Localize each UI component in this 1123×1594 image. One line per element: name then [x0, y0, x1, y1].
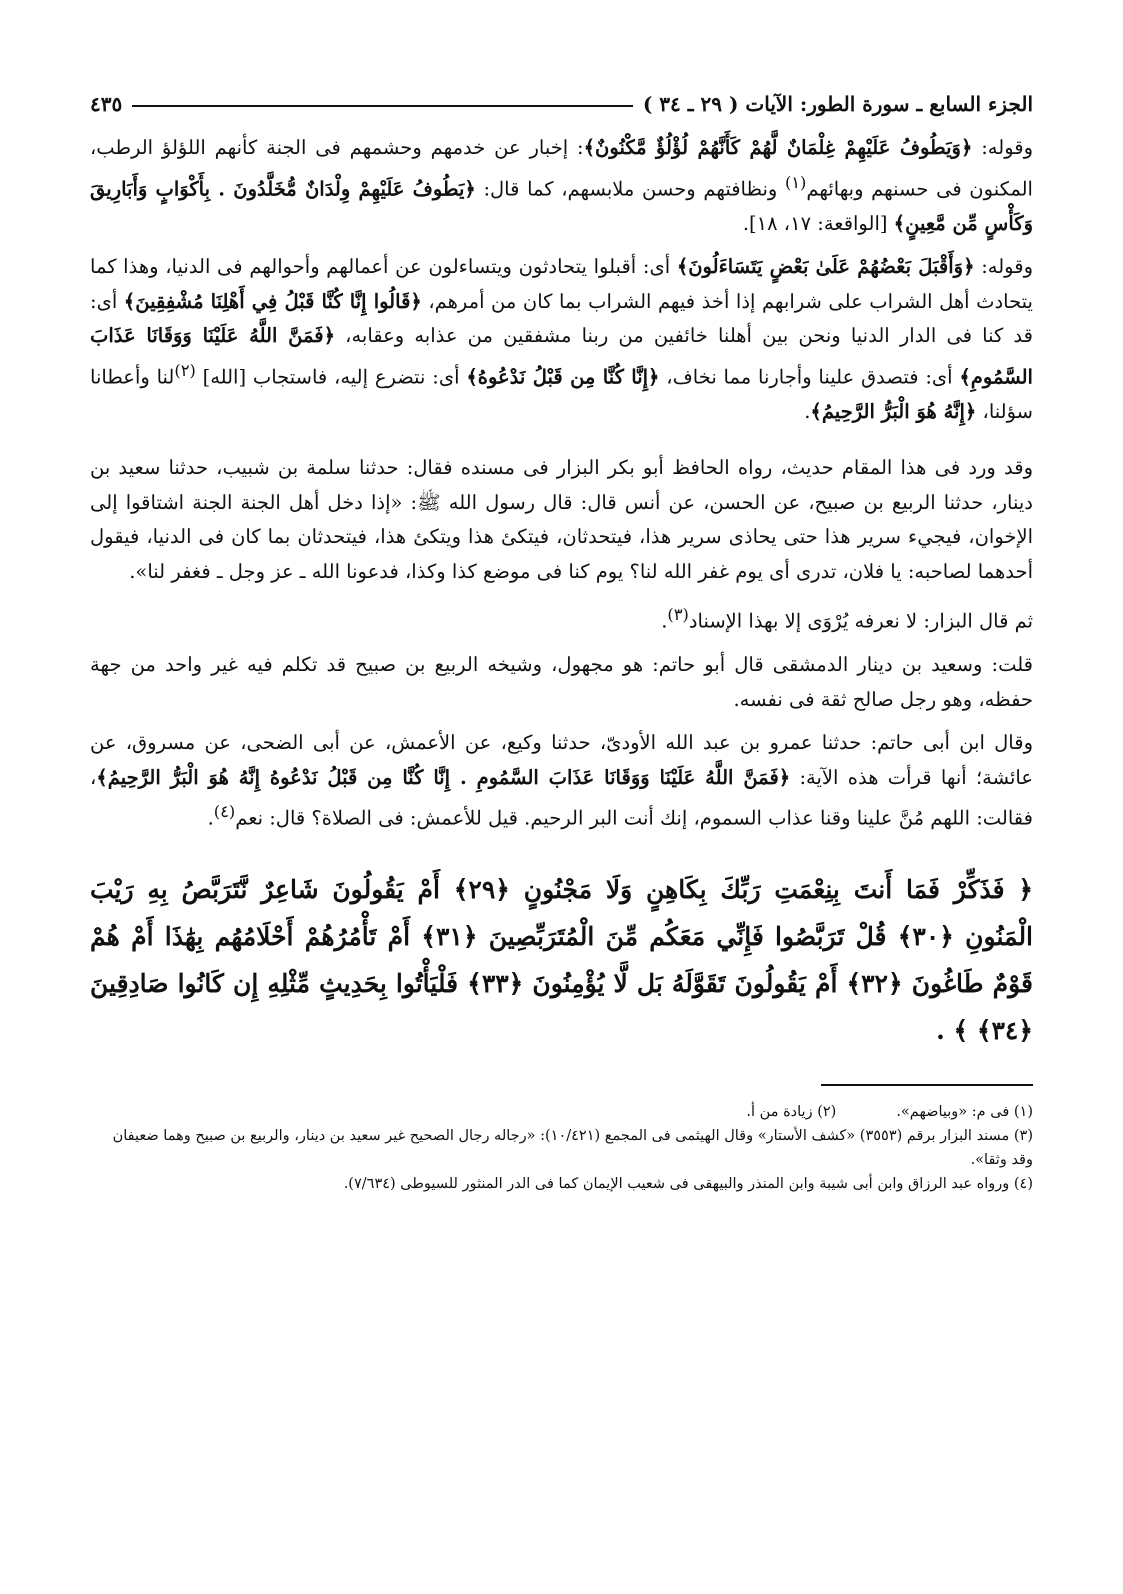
- paragraph-2: [90, 250, 1033, 429]
- text-run: أى: فتصدق علينا وأجارنا مما نخاف،: [659, 365, 960, 388]
- quran-verses-block: ﴿ فَذَكِّرْ فَمَا أَنتَ بِنِعْمَتِ رَبِّكَ بِكَاهِنٍ وَلَا مَجْنُونٍ ﴿٢٩﴾ أَمْ يَقُولُونَ شَاعِرٌ نَّتَرَبَّصُ بِهِ رَيْبَ الْمَنُونِ ﴿٣٠﴾ قُلْ تَرَبَّصُوا فَإِنِّي مَعَكُم مِّنَ الْمُتَرَبِّصِينَ ﴿٣١﴾ أَمْ تَأْمُرُهُمْ أَحْلَامُهُم بِهَٰذَا أَمْ هُمْ قَوْمٌ طَاغُونَ ﴿٣٢﴾ أَمْ يَقُولُونَ تَقَوَّلَهُ بَل لَّا يُؤْمِنُونَ ﴿٣٣﴾ فَلْيَأْتُوا بِحَدِيثٍ مِّثْلِهِ إِن كَانُوا صَادِقِينَ ﴿٣٤﴾ ﴾ .: [90, 875, 1034, 1045]
- footnote-4: (٤) ورواه عبد الرزاق وابن أبى شيبة وابن المنذر والبيهقى فى شعيب الإيمان كما فى الدر المنثور للسيوطى (٧/٦٣٤).: [343, 1176, 1033, 1192]
- footnote-ref: (٤): [213, 802, 236, 821]
- quran-quote: ﴿إِنَّهُ هُوَ الْبَرُّ الرَّحِيمُ﴾: [810, 399, 977, 423]
- quran-quote: ﴿قَالُوا إِنَّا كُنَّا قَبْلُ فِي أَهْلِنَا مُشْفِقِينَ﴾: [123, 289, 422, 313]
- text-run: ، فقالت: اللهم مُنَّ علينا وقنا عذاب السموم، إنك أنت البر الرحيم. قيل للأعمش: فى الصلاة؟ قال: نعم: [90, 765, 1033, 830]
- paragraph-1: [90, 131, 1033, 241]
- footnote-ref: (٣): [667, 605, 689, 624]
- quran-quote: ﴿إِنَّا كُنَّا مِن قَبْلُ نَدْعُوهُ﴾: [466, 365, 660, 388]
- text-run: وقوله:: [972, 136, 1034, 159]
- footnote-2: (٢) زيادة من أ.: [746, 1104, 837, 1120]
- header-rule: [132, 105, 633, 107]
- paragraph-3: وقد ورد فى هذا المقام حديث، رواه الحافظ أبو بكر البزار فى مسنده فقال: حدثنا سلمة بن شبيب، حدثنا سعيد بن دينار، حدثنا الربيع بن صبيح، عن الحسن، عن أنس قال: قال رسول الله ﷺ: «إذا دخل أهل الجنة الجنة اشتاقوا إلى الإخوان، فيجيء سرير هذا حتى يحاذى سرير هذا، فيتحدثان، فيتكئ هذا ويتكئ هذا، فيتحدثان بما كان فى الدنيا، فيقول أحدهما لصاحبه: يا فلان، تدرى أى يوم غفر الله لنا؟ يوم كنا فى موضع كذا وكذا، فدعونا الله ـ عز وجل ـ فغفر لنا».: [90, 456, 1033, 583]
- footnote-1: (١) فى م: «وبياضهم».: [896, 1104, 1033, 1120]
- paragraph-6: [90, 726, 1033, 836]
- quran-quote: ﴿يَطُوفُ عَلَيْهِمْ وِلْدَانٌ مُّخَلَّدُونَ . بِأَكْوَابٍ وَأَبَارِيقَ وَكَأْسٍ مِّن مَّعِينٍ﴾: [90, 177, 1033, 235]
- text-run: : إخبار عن خدمهم وحشمهم فى الجنة كأنهم اللؤلؤ الرطب، المكنون فى حسنهم وبهائهم: [90, 136, 1033, 200]
- text-run: .: [804, 399, 811, 423]
- footnote-line-1: [90, 1100, 1033, 1124]
- footnote-3: (٣) مسند البزار برقم (٣٥٥٣) «كشف الأستار» وقال الهيثمى فى المجمع (١٠/٤٢١): «رجاله رجال الصحيح غير سعيد بن دينار، والربيع بن صبيح وهما ضعيفان وقد وثقا».: [112, 1128, 1033, 1168]
- page: [90, 86, 1033, 1196]
- text-run: وقال ابن أبى حاتم: حدثنا عمرو بن عبد الله الأودىّ، حدثنا وكيع، عن الأعمش، عن أبى الضحى، عن مسروق، عن عائشة؛ أنها قرأت هذه الآية:: [90, 731, 1033, 789]
- text-run: ثم قال البزار: لا نعرفه يُرْوَى إلا بهذا الإسناد: [688, 609, 1033, 633]
- paragraph-4: [90, 598, 1033, 639]
- text-run: أى: قد كنا فى الدار الدنيا ونحن بين أهلنا خائفين من ربنا مشفقين من عذابه وعقابه،: [90, 289, 1033, 347]
- text-run: أى: نتضرع إليه، فاستجاب [الله]: [195, 365, 467, 388]
- text-run: وقوله:: [974, 255, 1033, 278]
- header-title: الجزء السابع ـ سورة الطور: الآيات ( ٢٩ ـ ٣٤ ): [642, 92, 1033, 116]
- text-run: .: [661, 609, 668, 633]
- text-run: لنا وأعطانا سؤلنا،: [90, 365, 1033, 423]
- footnote-ref: (٢): [174, 360, 196, 380]
- paragraph-5: قلت: وسعيد بن دينار الدمشقى قال أبو حاتم: هو مجهول، وشيخه الربيع بن صبيح قد تكلم فيه غير واحد من جهة حفظه، وهو رجل صالح ثقة فى نفسه.: [90, 653, 1033, 711]
- quran-quote: ﴿وَيَطُوفُ عَلَيْهِمْ غِلْمَانٌ لَّهُمْ كَأَنَّهُمْ لُؤْلُؤٌ مَّكْنُونٌ﴾: [583, 136, 973, 159]
- running-header: [90, 86, 1033, 122]
- footnote-ref: (١): [784, 172, 807, 192]
- footnotes: [90, 1100, 1033, 1196]
- quran-quote: ﴿فَمَنَّ اللَّهُ عَلَيْنَا وَوَقَانَا عَذَابَ السَّمُومِ﴾: [90, 324, 1033, 388]
- footnote-rule: [821, 1084, 1033, 1086]
- text-run: [الواقعة: ١٧، ١٨].: [742, 211, 894, 235]
- page-number: ٤٣٥: [90, 92, 123, 116]
- quran-quote: ﴿فَمَنَّ اللَّهُ عَلَيْنَا وَوَقَانَا عَذَابَ السَّمُومِ . إِنَّا كُنَّا مِن قَبْلُ نَدْعُوهُ إِنَّهُ هُوَ الْبَرُّ الرَّحِيمُ﴾: [96, 765, 791, 789]
- text-run: أى: أقبلوا يتحادثون ويتساءلون عن أعمالهم وأحوالهم فى الدنيا، وهذا كما يتحادث أهل الشراب على شرابهم إذا أخذ فيهم الشراب بما كان من أمرهم،: [90, 255, 1033, 313]
- quran-quote: ﴿وَأَقْبَلَ بَعْضُهُمْ عَلَىٰ بَعْضٍ يَتَسَاءَلُونَ﴾: [676, 255, 975, 278]
- text-run: .: [207, 806, 214, 830]
- text-run: ونظافتهم وحسن ملابسهم، كما قال:: [475, 177, 785, 200]
